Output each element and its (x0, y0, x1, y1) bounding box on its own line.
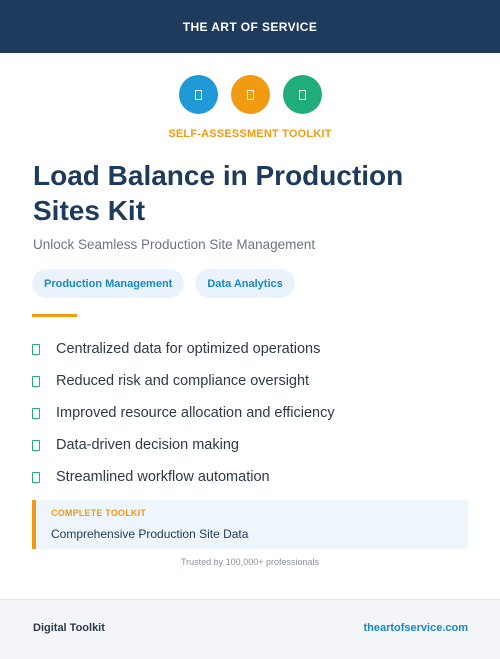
feature-item (32, 397, 335, 429)
complete-toolkit-callout (32, 500, 468, 549)
feature-list (32, 333, 335, 493)
check-icon (32, 440, 40, 451)
footer-label: Digital Toolkit (33, 622, 105, 634)
check-icon (32, 472, 40, 483)
document-icon (231, 75, 270, 114)
tag-list (32, 269, 295, 298)
tag-data-analytics: Data Analytics (195, 269, 294, 298)
tag-production-management: Production Management (32, 269, 184, 298)
feature-text: Data-driven decision making (56, 437, 239, 453)
feature-text: Centralized data for optimized operations (56, 341, 321, 357)
footer (0, 599, 500, 659)
website-link[interactable]: theartofservice.com (363, 622, 468, 634)
check-icon (32, 408, 40, 419)
feature-text: Improved resource allocation and efficiency (56, 405, 335, 421)
feature-item (32, 333, 335, 365)
callout-label: COMPLETE TOOLKIT (51, 508, 147, 518)
check-icon (32, 344, 40, 355)
accent-divider (32, 314, 77, 317)
feature-item (32, 365, 335, 397)
check-icon (32, 376, 40, 387)
feature-text: Reduced risk and compliance oversight (56, 373, 310, 389)
feature-item (32, 461, 335, 493)
toolkit-kicker: SELF-ASSESSMENT TOOLKIT (168, 128, 332, 140)
page-title: Load Balance in Production Sites Kit (33, 160, 404, 226)
document-icon (179, 75, 218, 114)
callout-description: Comprehensive Production Site Data (51, 527, 249, 541)
subtitle: Unlock Seamless Production Site Management (33, 237, 316, 252)
document-icon (283, 75, 322, 114)
brand-name: THE ART OF SERVICE (182, 19, 318, 34)
feature-text: Streamlined workflow automation (56, 469, 270, 485)
top-banner (0, 0, 500, 53)
icon-row (0, 75, 500, 114)
trust-statement: Trusted by 100,000+ professionals (180, 557, 319, 567)
feature-item (32, 429, 335, 461)
